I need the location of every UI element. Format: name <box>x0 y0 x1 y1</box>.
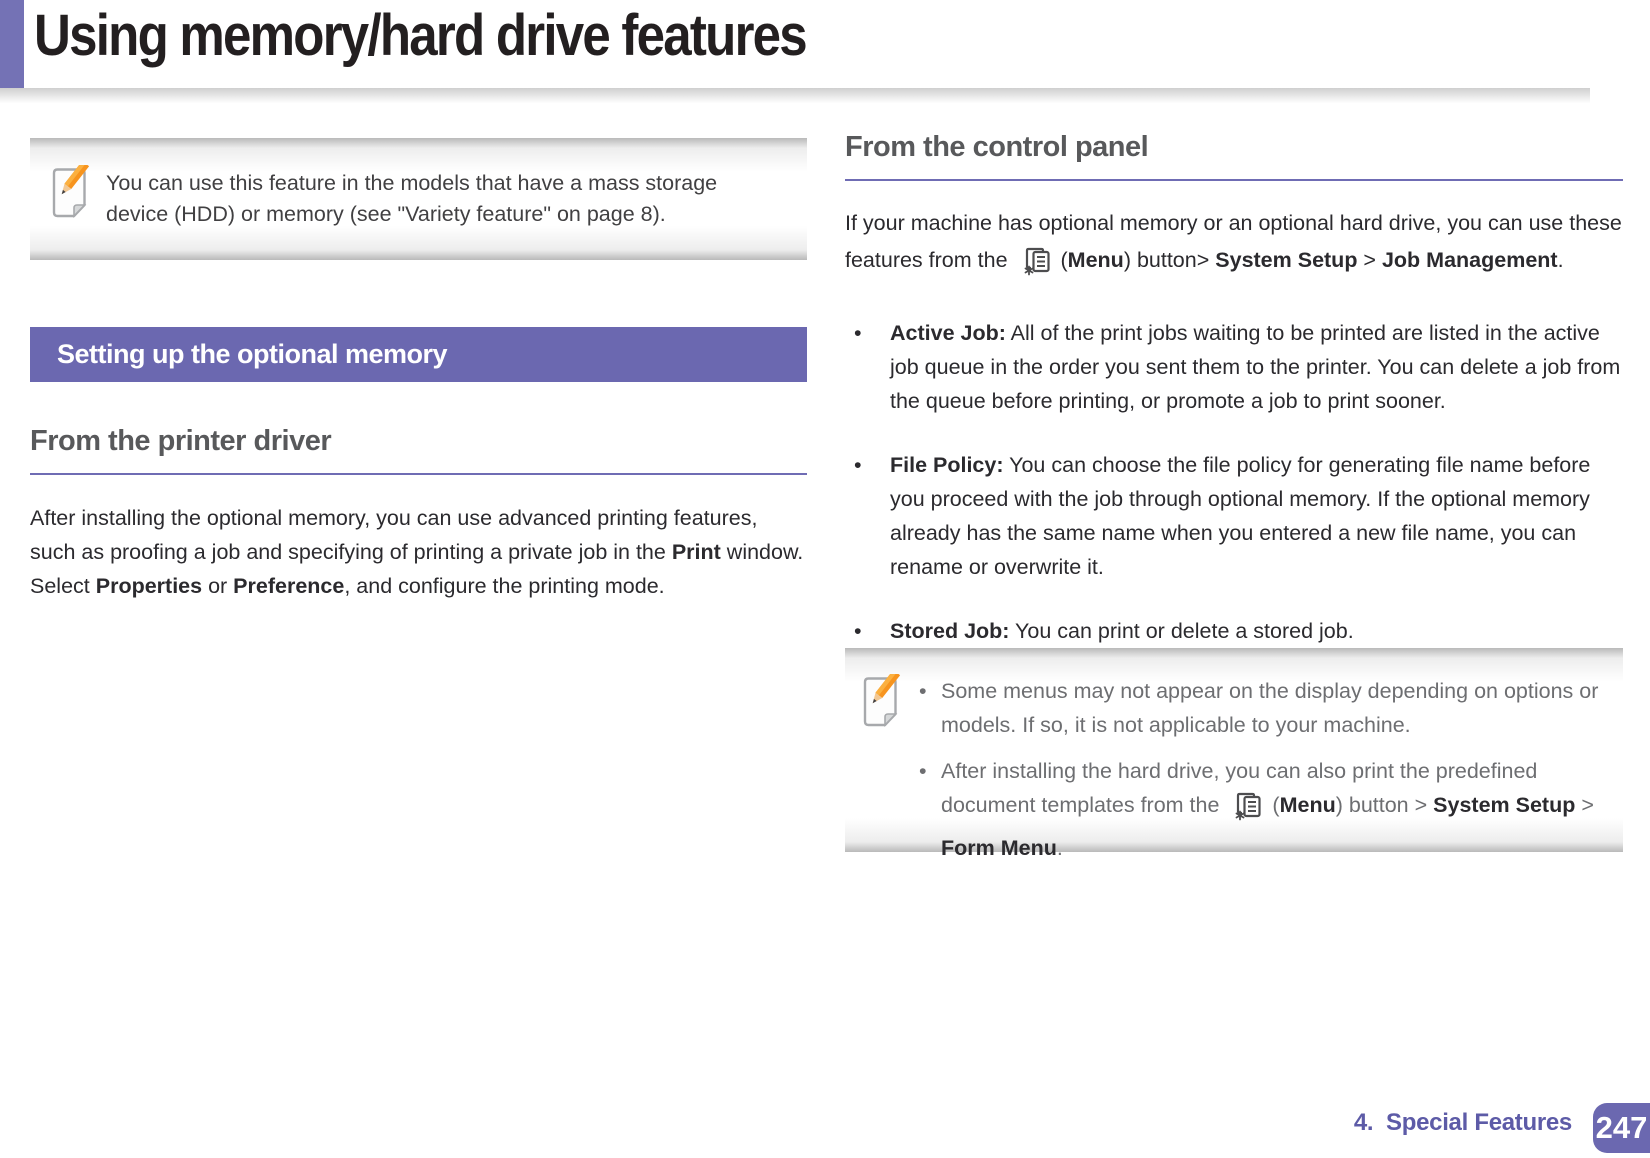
note-text: > <box>1575 793 1594 817</box>
title-shadow-band <box>0 88 1590 105</box>
para-text: After installing the optional memory, you can use advanced printing features, such as proofing a job and specifying of printing a private job in the <box>30 506 758 564</box>
para-text: . <box>1557 248 1564 272</box>
note-item-templates <box>909 754 1603 865</box>
note-item-menus <box>909 674 1603 742</box>
bold-job-management: Job Management <box>1381 248 1558 272</box>
list-item-active-job <box>845 316 1623 418</box>
printer-driver-section <box>30 425 807 603</box>
printer-driver-paragraph <box>30 501 807 603</box>
bold-preference: Preference <box>233 574 345 598</box>
bullet-text: All of the print jobs waiting to be printed are listed in the active job queue in the order you sent them to the printer. You can delete a job from the queue before printing, or promote a job to print sooner. <box>890 321 1621 413</box>
control-panel-intro <box>845 205 1623 288</box>
feature-list <box>845 316 1623 648</box>
menu-button-icon <box>1023 244 1055 288</box>
bold-system-setup: System Setup <box>1215 248 1358 272</box>
bullet-label: File Policy: <box>890 453 1004 477</box>
bold-menu: Menu <box>1067 248 1124 272</box>
bold-form-menu: Form Menu <box>941 836 1057 860</box>
note-text: ) button > <box>1335 793 1434 817</box>
bullet-label: Active Job: <box>890 321 1006 345</box>
bold-print: Print <box>671 540 721 564</box>
note-text: After installing the hard drive, you can also print the predefined document templates from the <box>941 759 1538 817</box>
list-item-file-policy <box>845 448 1623 584</box>
note-box-top <box>30 138 807 260</box>
control-panel-section <box>845 131 1623 678</box>
para-text: If your machine has optional memory or an optional hard drive, you can use these features from the <box>845 211 1622 272</box>
note-top-text: You can use this feature in the models that have a mass storage device (HDD) or memory (see "Variety feature" on page 8). <box>106 171 718 226</box>
bullet-text: You can choose the file policy for generating file name before you proceed with the job through optional memory. If the optional memory already has the same name when you entered a new file name, you can rename or overwrite it. <box>890 453 1591 579</box>
note-box-bottom <box>845 648 1623 860</box>
note-pencil-icon <box>859 674 901 737</box>
note-pencil-icon <box>48 165 90 228</box>
bullet-label: Stored Job: <box>890 619 1010 643</box>
note-text: ( <box>1272 793 1280 817</box>
page-title: Using memory/hard drive features <box>34 3 806 68</box>
bold-system-setup: System Setup <box>1433 793 1576 817</box>
footer-chapter-label: 4. Special Features <box>1353 1109 1572 1136</box>
bold-properties: Properties <box>95 574 203 598</box>
para-text: , and configure the printing mode. <box>344 574 665 598</box>
note-text: . <box>1056 836 1063 860</box>
para-text: window. Select <box>30 540 804 598</box>
para-text: > <box>1357 248 1382 272</box>
title-accent-bar <box>0 0 24 90</box>
para-text: or <box>202 574 234 598</box>
note-text: Some menus may not appear on the display depending on options or models. If so, it is not applicable to your machine. <box>941 679 1599 737</box>
section-banner <box>30 327 807 382</box>
para-text: ) button> <box>1123 248 1216 272</box>
page-number-badge <box>1593 1103 1650 1153</box>
bullet-text: You can print or delete a stored job. <box>1009 619 1354 643</box>
menu-button-icon <box>1234 789 1266 831</box>
page-number: 247 <box>1595 1110 1648 1145</box>
section-banner-label: Setting up the optional memory <box>57 339 448 369</box>
control-panel-heading: From the control panel <box>845 131 1623 181</box>
para-text: ( <box>1060 248 1068 272</box>
bold-menu: Menu <box>1279 793 1336 817</box>
list-item-stored-job <box>845 614 1623 648</box>
printer-driver-heading: From the printer driver <box>30 425 807 475</box>
note-bottom-list <box>909 674 1603 877</box>
